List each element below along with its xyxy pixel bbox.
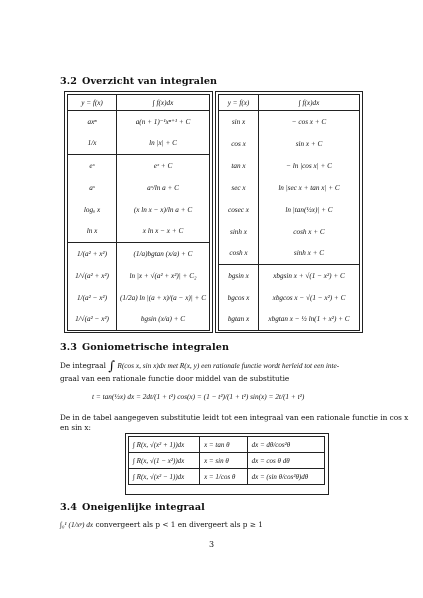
table-row: aˣ aˣ/ln a + C <box>68 177 210 199</box>
table-row: bgsin x xbgsin x + √(1 − x²) + C <box>219 265 360 287</box>
table-row: 1/x ln |x| + C <box>68 133 210 155</box>
table-row: ∫ R(x, √(1 − x²))dx x = sin θ dx = cos θ dθ <box>129 453 325 469</box>
table-row: cosec x ln |tan(½x)| + C <box>219 199 360 221</box>
table-row: ∫ R(x, √(x² − 1))dx x = 1/cos θ dx = (sin θ/cos²θ)dθ <box>129 469 325 485</box>
page-number: 3 <box>209 540 215 549</box>
left-header-integral: ∫ f(x)dx <box>117 95 210 111</box>
table-row: 1/√(a² + x²) ln |x + √(a² + x²)| + C₂ <box>68 265 210 287</box>
section-number: 3.2 <box>60 76 77 87</box>
table-row: cos x sin x + C <box>219 133 360 155</box>
substitution-table <box>128 436 325 485</box>
improper-integral-statement <box>60 520 263 529</box>
right-header-function: y = f(x) <box>219 95 259 111</box>
table-row: sinh x cosh x + C <box>219 221 360 243</box>
integral-sign: ∫ <box>108 359 116 374</box>
table-row: bgcos x xbgcos x − √(1 − x²) + C <box>219 287 360 309</box>
table-row: 1/√(a² − x²) bgsin (x/a) + C <box>68 309 210 331</box>
section-heading-3-3 <box>60 342 229 353</box>
paragraph-substitution-cont: graal van een rationale functie door middel van de substitutie <box>60 374 290 383</box>
table-row: sec x ln |sec x + tan x| + C <box>219 177 360 199</box>
section-title: Oneigenlijke integraal <box>82 502 205 513</box>
table-row: eˣ eˣ + C <box>68 155 210 177</box>
paragraph-table-intro-cont: en sin x: <box>60 423 92 432</box>
section-title: Goniometrische integralen <box>82 342 230 353</box>
table-row: tan x − ln |cos x| + C <box>219 155 360 177</box>
table-row: 1/(a² − x²) (1/2a) ln |(a + x)/(a − x)| + C <box>68 287 210 309</box>
section-heading-3-4 <box>60 502 205 513</box>
section-number: 3.3 <box>60 342 77 353</box>
table-row: ∫ R(x, √(x² + 1))dx x = tan θ dx = dθ/cos²θ <box>129 437 325 453</box>
improper-integral-formula: ∫₀¹ (1/xᵖ) dx <box>60 520 94 529</box>
section-title: Overzicht van integralen <box>82 76 218 87</box>
section-heading-3-2 <box>60 76 217 87</box>
table-row: cosh x sinh x + C <box>219 243 360 265</box>
integral-table-left <box>67 94 210 331</box>
substitution-formula: t = tan(½x) dx = 2dt/(1 + t²) cos(x) = (1 − t²)/(1 + t²) sin(x) = 2t/(1 + t²) <box>92 392 305 401</box>
table-row: sin x − cos x + C <box>219 111 360 133</box>
table-row: bgtan x xbgtan x − ½ ln(1 + x²) + C <box>219 309 360 331</box>
improper-integral-text: convergeert als p < 1 en divergeert als p ≥ 1 <box>95 520 263 529</box>
table-row: axⁿ a(n + 1)⁻¹xⁿ⁺¹ + C <box>68 111 210 133</box>
left-header-function: y = f(x) <box>68 95 117 111</box>
paragraph-table-intro: De in de tabel aangegeven substitutie leidt tot een integraal van een rationale functie in cos x <box>60 413 409 422</box>
paragraph-substitution: De integraal ∫ R(cos x, sin x)dx met R(x, y) een rationale functie wordt herleid tot een inte- <box>60 359 340 374</box>
table-row: 1/(a² + x²) (1/a)bgtan (x/a) + C <box>68 243 210 265</box>
section-number: 3.4 <box>60 502 77 513</box>
integral-table-right <box>218 94 360 331</box>
right-header-integral: ∫ f(x)dx <box>259 95 360 111</box>
table-row: logₐ x (x ln x − x)/ln a + C <box>68 199 210 221</box>
table-row: ln x x ln x − x + C <box>68 221 210 243</box>
